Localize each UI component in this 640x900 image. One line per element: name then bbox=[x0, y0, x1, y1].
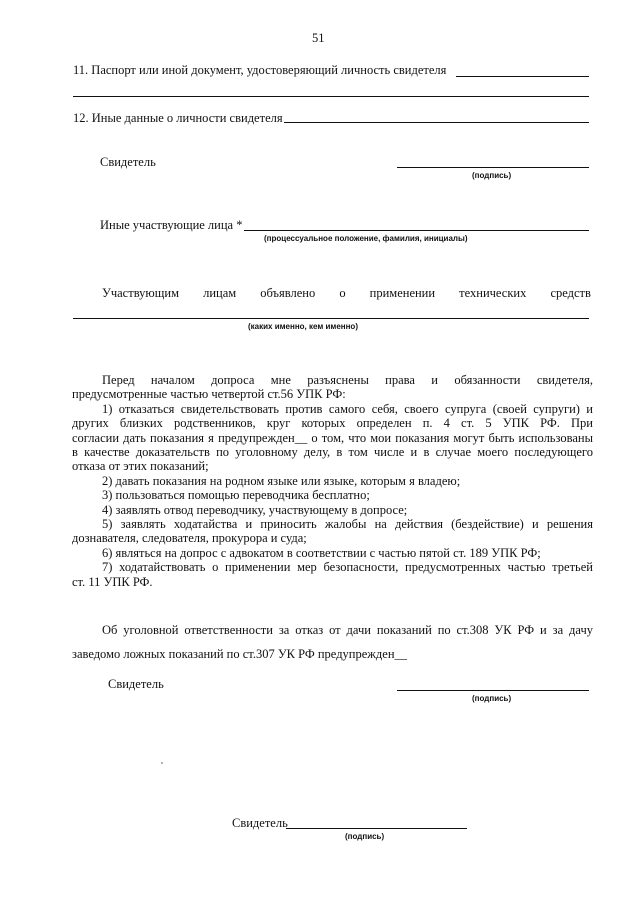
witness-label-2: Свидетель bbox=[108, 677, 164, 691]
tech-word: Участвующим bbox=[102, 286, 179, 300]
rights-line: 1) отказаться свидетельствовать против самого себя, своего супруга (своей супруги) и bbox=[102, 401, 593, 416]
witness-label-3: Свидетель bbox=[232, 816, 288, 830]
rights-line: 3) пользоваться помощью переводчика бесплатно; bbox=[102, 488, 370, 503]
tech-word: о bbox=[339, 286, 346, 300]
rights-line: дознавателя, следователя, прокурора и суда; bbox=[72, 531, 307, 546]
liability-paragraph bbox=[72, 618, 593, 666]
technical-means-line[interactable] bbox=[73, 318, 589, 319]
rights-line: предусмотренные частью четвертой ст.56 УПК РФ: bbox=[72, 387, 346, 402]
rights-line: отказа от этих показаний; bbox=[72, 459, 209, 474]
witness-signature-line-1[interactable] bbox=[397, 167, 589, 168]
other-participants-line[interactable] bbox=[244, 230, 589, 231]
rights-line: в качестве доказательств по уголовному делу, в том числе и в случае моего последующего bbox=[72, 445, 593, 460]
rights-paragraph bbox=[72, 373, 593, 589]
item11-fill-line[interactable] bbox=[456, 76, 589, 77]
tech-word: объявлено bbox=[260, 286, 316, 300]
other-participants-caption: (процессуальное положение, фамилия, инициалы) bbox=[264, 234, 468, 243]
witness-signature-line-3[interactable] bbox=[286, 828, 467, 829]
item11-continuation-line[interactable] bbox=[73, 96, 589, 97]
item12-label: 12. Иные данные о личности свидетеля bbox=[73, 111, 283, 125]
item12-fill-line[interactable] bbox=[284, 122, 589, 123]
item11-label: 11. Паспорт или иной документ, удостоверяющий личность свидетеля bbox=[73, 63, 447, 77]
page-number: 51 bbox=[312, 31, 325, 45]
other-participants-label: Иные участвующие лица * bbox=[100, 218, 243, 232]
rights-line: ст. 11 УПК РФ. bbox=[72, 574, 153, 589]
tech-word: технических bbox=[459, 286, 527, 300]
witness-signature-line-2[interactable] bbox=[397, 690, 589, 691]
rights-line: других близких родственников, круг которых определен п. 4 ст. 5 УПК РФ. При bbox=[72, 416, 593, 431]
rights-line: 7) ходатайствовать о применении мер безопасности, предусмотренных частью третьей bbox=[102, 560, 593, 575]
rights-line: согласии дать показания я предупрежден__ о том, что мои показания могут быть использованы bbox=[72, 430, 593, 445]
signature-caption-3: (подпись) bbox=[345, 832, 385, 841]
tech-word: применении bbox=[369, 286, 436, 300]
scan-speck bbox=[161, 762, 163, 764]
liability-line: Об уголовной ответственности за отказ от дачи показаний по ст.308 УК РФ и за дачу bbox=[102, 623, 593, 637]
rights-line: Перед началом допроса мне разъяснены права и обязанности свидетеля, bbox=[102, 373, 593, 387]
rights-line: 4) заявлять отвод переводчику, участвующему в допросе; bbox=[102, 502, 408, 517]
signature-caption-1: (подпись) bbox=[472, 171, 512, 180]
rights-line: 6) являться на допрос с адвокатом в соответствии с частью пятой ст. 189 УПК РФ; bbox=[102, 545, 541, 560]
technical-means-text bbox=[102, 285, 591, 301]
rights-line: 2) давать показания на родном языке или языке, которым я владею; bbox=[102, 473, 461, 488]
tech-word: лицам bbox=[203, 286, 237, 300]
witness-label-1: Свидетель bbox=[100, 155, 156, 169]
tech-word: средств bbox=[550, 286, 591, 300]
liability-line: заведомо ложных показаний по ст.307 УК РФ предупрежден__ bbox=[72, 647, 408, 661]
signature-caption-2: (подпись) bbox=[472, 694, 512, 703]
technical-means-caption: (каких именно, кем именно) bbox=[248, 322, 358, 331]
rights-line: 5) заявлять ходатайства и приносить жалобы на действия (бездействие) и решения bbox=[102, 517, 593, 532]
